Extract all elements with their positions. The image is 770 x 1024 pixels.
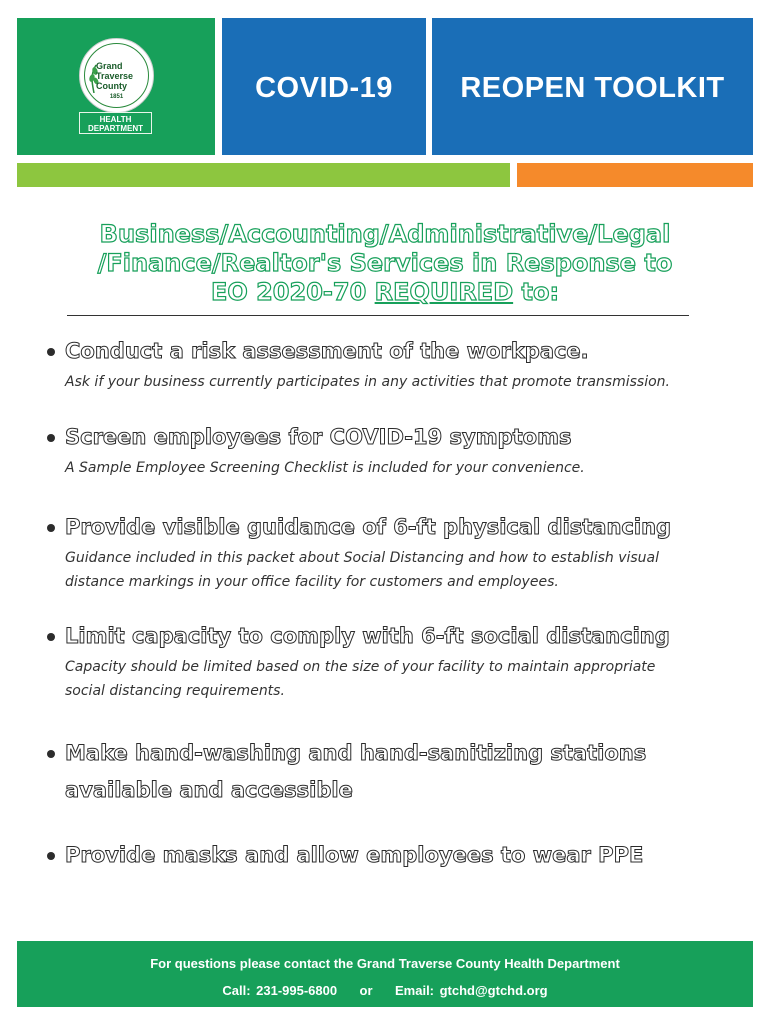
toolkit-title: REOPEN TOOLKIT [460,72,725,104]
item-title [45,618,755,655]
header-covid-panel [222,18,426,155]
header-toolkit-panel [432,18,753,155]
item-title-line1: Make hand-washing and hand-sanitizing stations [65,741,647,765]
logo-dept-line2: DEPARTMENT [88,124,143,133]
logo-department-label [79,112,152,134]
accent-bar-green [17,163,510,187]
item-description [45,655,755,703]
item-description-line1: Capacity should be limited based on the size of your facility to maintain appropriate [65,659,656,675]
item-title-line2: available and accessible [65,778,353,802]
list-item-limit-capacity [45,618,755,703]
footer-phone-email: Call: 231-995-6800 or Email: gtchd@gtchd.org [222,983,548,998]
bullet-icon [47,524,55,532]
item-description: A Sample Employee Screening Checklist is included for your convenience. [65,460,585,476]
bullet-icon [47,348,55,356]
logo-seal [79,38,154,113]
list-item-distancing-guidance [45,509,755,594]
item-title-text: Limit capacity to comply with 6-ft social distancing [65,624,670,648]
covid-title: COVID-19 [255,72,393,104]
bullet-icon [47,852,55,860]
item-description-line1: Guidance included in this packet about Social Distancing and how to establish visual [65,550,660,566]
item-title [45,837,755,874]
page-headline [40,220,730,307]
logo-line2: Traverse [96,71,134,81]
list-item-masks-ppe [45,837,755,874]
logo-year: 1851 [109,94,124,100]
logo-county-name [96,61,140,91]
item-title [45,419,755,456]
logo-line3: County [96,81,127,91]
county-logo [79,38,154,134]
footer-contact-text: For questions please contact the Grand Traverse County Health Department [150,956,620,971]
item-description-line2: distance markings in your office facility for customers and employees. [65,574,559,590]
bullet-icon [47,633,55,641]
headline-line3 [40,278,730,307]
headline-line2: /Finance/Realtor's Services in Response to [97,249,673,277]
logo-line1: Grand [96,61,123,71]
item-title-text: Screen employees for COVID-19 symptoms [65,425,572,449]
item-title-text: Provide visible guidance of 6-ft physical distancing [65,515,672,539]
bullet-icon [47,434,55,442]
list-item-risk-assessment [45,333,755,394]
headline-suffix: to: [513,278,560,306]
item-title [45,333,755,370]
logo-dept-line1: HEALTH [99,115,132,124]
list-item-screen-employees [45,419,755,480]
header-logo-panel [17,18,215,155]
contact-footer [17,941,753,1007]
item-title [45,735,755,809]
headline-divider [67,315,689,316]
headline-line1: Business/Accounting/Administrative/Legal [99,220,671,248]
list-item-hand-washing [45,735,755,809]
bullet-icon [47,750,55,758]
item-title-text: Conduct a risk assessment of the workpace. [65,339,589,363]
item-description: Ask if your business currently participates in any activities that promote transmission. [65,374,670,390]
accent-bar-orange [517,163,753,187]
headline-prefix: EO 2020-70 [210,278,375,306]
item-title-text: Provide masks and allow employees to wear PPE [65,843,644,867]
headline-required: REQUIRED [374,278,514,306]
item-description-line2: social distancing requirements. [65,683,285,699]
item-description [45,546,755,594]
item-title [45,509,755,546]
